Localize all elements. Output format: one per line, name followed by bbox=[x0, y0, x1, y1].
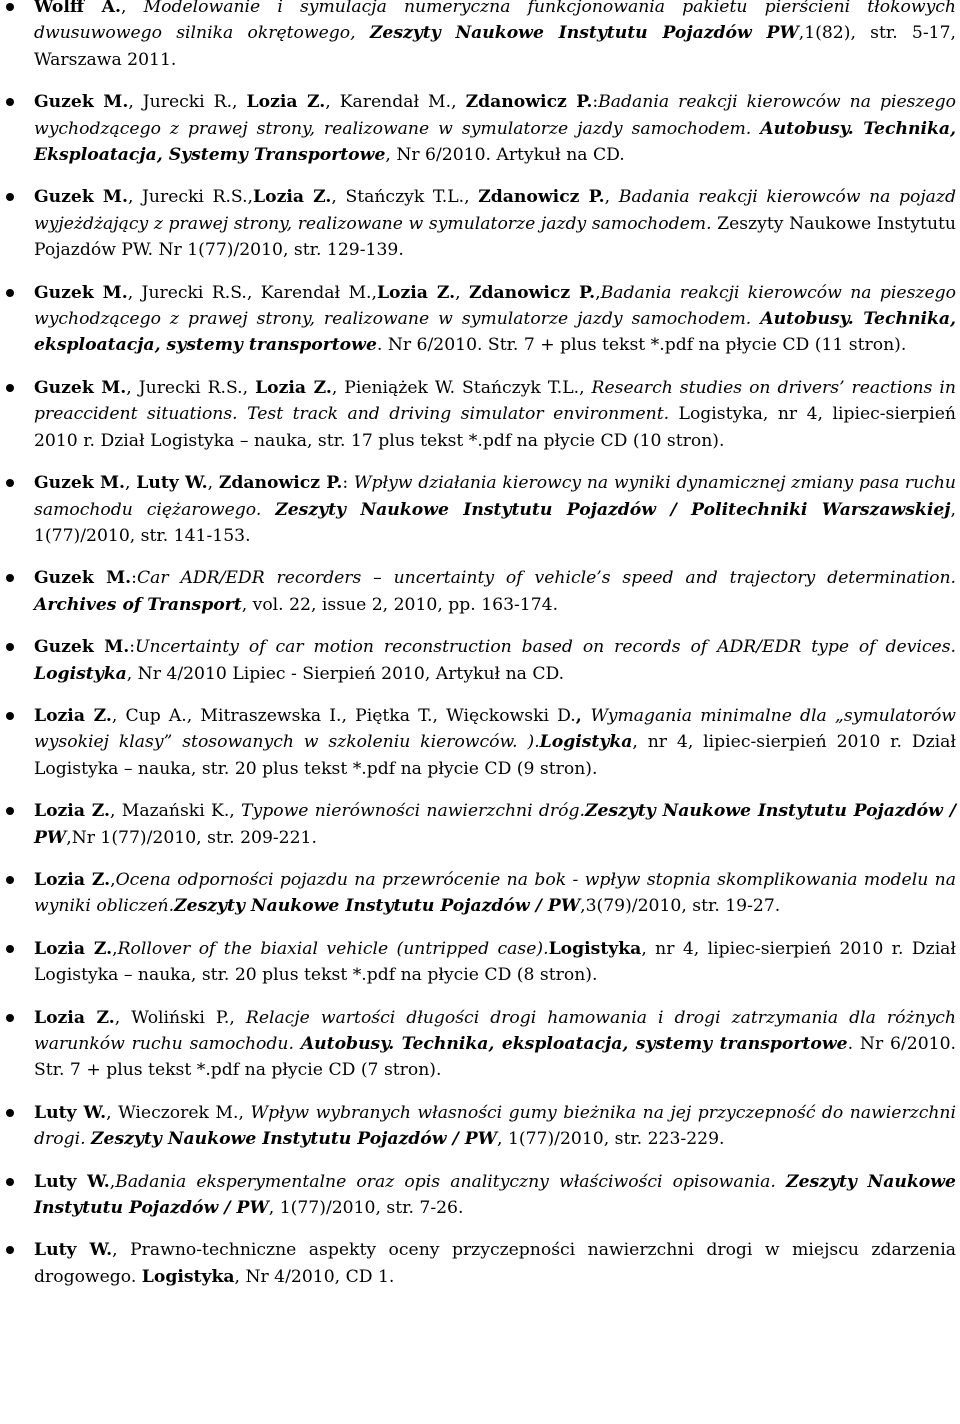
reference-text-segment: Lozia Z. bbox=[34, 938, 113, 959]
bullet-icon bbox=[6, 384, 14, 392]
reference-text-segment: Prawno-techniczne aspekty oceny przyczepności nawierzchni drogi w miejscu zdarzenia drogowego. bbox=[34, 1240, 956, 1287]
reference-text-segment: Zdanowicz P. bbox=[218, 473, 343, 494]
reference-text-segment: , bbox=[207, 473, 219, 494]
reference-text-segment: Badania reakcji kierowców na pojazd wyjeżdżający z prawej strony, realizowane w symulatorze jazdy samochodem. bbox=[34, 187, 956, 234]
reference-text-segment: , Pieniążek W. Stańczyk T.L., bbox=[331, 377, 592, 398]
reference-text-segment: Zeszyty Naukowe Instytutu Pojazdów PW bbox=[369, 23, 799, 44]
reference-text-segment: Wpływ działania kierowcy na wyniki dynamicznej zmiany pasa ruchu samochodu ciężarowego. bbox=[34, 473, 956, 520]
bullet-icon bbox=[6, 1014, 14, 1022]
reference-text-segment: Logistyka bbox=[141, 1266, 235, 1287]
reference-text-segment: Lozia Z. bbox=[253, 187, 332, 208]
reference-text-segment: , Nr 4/2010, CD 1. bbox=[234, 1266, 395, 1287]
reference-text-segment: , bbox=[110, 869, 116, 890]
reference-text-segment: Logistyka bbox=[539, 732, 633, 753]
reference-item bbox=[0, 936, 956, 989]
reference-text-segment: Autobusy. Technika, eksploatacja, systemy transportowe bbox=[34, 309, 956, 356]
reference-text-segment: , Nr 6/2010. Artykuł na CD. bbox=[385, 145, 625, 166]
reference-text-segment: Wolff A. bbox=[34, 0, 121, 17]
reference-text-segment: Rollover of the biaxial vehicle (untripped case). bbox=[117, 938, 549, 959]
reference-text-segment: Zeszyty Naukowe Instytutu Pojazdów PW. Nr 1(77)/2010, str. 129-139. bbox=[34, 213, 957, 261]
reference-item bbox=[0, 0, 956, 73]
reference-text-segment: , 1(77)/2010, str. 223-229. bbox=[497, 1129, 725, 1150]
bullet-icon bbox=[6, 574, 14, 582]
reference-text-segment: : bbox=[342, 473, 354, 494]
reference-text-segment: Lozia Z. bbox=[376, 282, 456, 303]
reference-item bbox=[0, 1005, 956, 1084]
bullet-icon bbox=[6, 3, 14, 11]
reference-text-segment: Zeszyty Naukowe Instytutu Pojazdów / PW bbox=[174, 896, 581, 917]
reference-text-segment: Luty W. bbox=[34, 1240, 113, 1261]
reference-text-segment: Relacje wartości długości drogi hamowania i drogi zatrzymania dla różnych warunków ruchu samochodu. bbox=[34, 1007, 956, 1054]
reference-text-segment: , Jurecki R.S., bbox=[126, 377, 256, 398]
reference-text-segment: , 1(77)/2010, str. 7-26. bbox=[268, 1198, 464, 1219]
reference-text-segment: , nr 4, lipiec-sierpień 2010 r. Dział Logistyka – nauka, str. 20 plus tekst *.pdf na płycie CD (8 stron). bbox=[34, 938, 957, 986]
reference-text-segment: Guzek M. bbox=[34, 187, 128, 208]
bullet-icon bbox=[6, 193, 14, 201]
reference-text-segment: , bbox=[575, 705, 591, 726]
reference-item bbox=[0, 375, 956, 454]
reference-text-segment: . Nr 6/2010. Str. 7 + plus tekst *.pdf na płycie CD (7 stron). bbox=[34, 1034, 956, 1081]
reference-text-segment: ,1(82), str. 5-17, Warszawa 2011. bbox=[34, 23, 956, 70]
reference-text-segment: , bbox=[120, 0, 144, 17]
reference-text-segment: Logistyka, nr 4, lipiec-sierpień 2010 r. Dział Logistyka – nauka, str. 17 plus tekst *.pdf na płycie CD (10 stron). bbox=[34, 404, 956, 451]
reference-text-segment: Research studies on drivers’ reactions in preaccident situations. Test track and driving simulator environment. bbox=[34, 377, 956, 425]
reference-text-segment: , Woliński P., bbox=[114, 1007, 246, 1028]
reference-text-segment: Lozia Z. bbox=[255, 377, 332, 398]
reference-text-segment: Wymagania minimalne dla „symulatorów wysokiej klasy” stosowanych w szkoleniu kierowców. ). bbox=[34, 705, 957, 753]
reference-text-segment: . Nr 6/2010. Str. 7 + plus tekst *.pdf na płycie CD (11 stron). bbox=[376, 335, 907, 356]
reference-text-segment: ,Nr 1(77)/2010, str. 209-221. bbox=[66, 827, 317, 848]
reference-text-segment: Luty W. bbox=[34, 1171, 110, 1192]
bullet-icon bbox=[6, 1109, 14, 1117]
reference-text-segment: Lozia Z. bbox=[34, 801, 111, 822]
reference-text-segment: Autobusy. Technika, Eksploatacja, Systemy Transportowe bbox=[34, 118, 956, 166]
reference-text-segment: , Nr 4/2010 Lipiec - Sierpień 2010, Artykuł na CD. bbox=[126, 663, 565, 684]
bullet-icon bbox=[6, 876, 14, 884]
reference-text-segment: , Stańczyk T.L., bbox=[331, 187, 479, 208]
reference-item bbox=[0, 565, 956, 618]
reference-text-segment: Autobusy. Technika, eksploatacja, systemy transportowe bbox=[300, 1034, 848, 1054]
reference-text-segment: , Jurecki R., bbox=[128, 92, 247, 113]
reference-text-segment: Guzek M. bbox=[34, 568, 132, 589]
reference-text-segment: Lozia Z. bbox=[34, 869, 111, 890]
reference-text-segment: Wpływ wybranych własności gumy bieżnika na jej przyczepność do nawierzchni drogi. bbox=[34, 1102, 956, 1150]
reference-item bbox=[0, 1237, 956, 1290]
reference-text-segment: Zeszyty Naukowe Instytutu Pojazdów / PW bbox=[91, 1129, 498, 1150]
reference-text-segment: Guzek M. bbox=[34, 473, 126, 494]
reference-text-segment: , Wieczorek M., bbox=[106, 1102, 251, 1123]
reference-text-segment: : bbox=[131, 568, 137, 589]
bullet-icon bbox=[6, 712, 14, 720]
reference-text-segment: , bbox=[125, 473, 137, 494]
reference-text-segment: Zeszyty Naukowe Instytutu Pojazdów / PW bbox=[34, 1171, 956, 1219]
reference-text-segment: Zeszyty Naukowe Instytutu Pojazdów / Politechniki Warszawskiej bbox=[275, 499, 951, 520]
reference-text-segment: Lozia Z. bbox=[34, 705, 112, 726]
reference-text-segment: , nr 4, lipiec-sierpień 2010 r. Dział Logistyka – nauka, str. 20 plus tekst *.pdf na płycie CD (9 stron). bbox=[34, 732, 956, 779]
reference-text-segment: , 1(77)/2010, str. 141-153. bbox=[34, 499, 956, 546]
reference-text-segment: Zdanowicz P. bbox=[465, 92, 593, 113]
reference-text-segment: , bbox=[455, 282, 469, 303]
bullet-icon bbox=[6, 289, 14, 297]
reference-text-segment: Archives of Transport bbox=[34, 594, 242, 615]
reference-item bbox=[0, 184, 956, 263]
reference-text-segment: , Cup A., Mitraszewska I., Piętka T., Więckowski D. bbox=[111, 705, 576, 726]
reference-text-segment: , bbox=[595, 282, 601, 303]
reference-text-segment: Zdanowicz P. bbox=[468, 282, 596, 303]
reference-text-segment: , bbox=[109, 1171, 116, 1192]
reference-text-segment: Guzek M. bbox=[34, 377, 127, 398]
reference-text-segment: Guzek M. bbox=[34, 637, 130, 658]
reference-text-segment: Uncertainty of car motion reconstruction based on records of ADR/EDR type of devices. bbox=[135, 637, 957, 658]
reference-item bbox=[0, 280, 956, 359]
reference-text-segment: Modelowanie i symulacja numeryczna funkcjonowania pakietu pierścieni tłokowych dwusuwowego silnika okrętowego, bbox=[34, 0, 956, 44]
bullet-icon bbox=[6, 1246, 14, 1254]
bullet-icon bbox=[6, 98, 14, 106]
reference-text-segment: : bbox=[129, 637, 136, 658]
reference-text-segment: Guzek M. bbox=[34, 92, 129, 113]
reference-text-segment: Luty W. bbox=[34, 1102, 107, 1123]
bullet-icon bbox=[6, 479, 14, 487]
bullet-icon bbox=[6, 1178, 14, 1186]
reference-text-segment: Badania eksperymentalne oraz opis analityczny właściwości opisowania. bbox=[115, 1171, 787, 1192]
reference-text-segment: Typowe nierówności nawierzchni dróg. bbox=[241, 801, 585, 822]
reference-item bbox=[0, 470, 956, 549]
reference-text-segment: Luty W. bbox=[136, 473, 208, 494]
reference-text-segment: Car ADR/EDR recorders – uncertainty of vehicle’s speed and trajectory determination. bbox=[136, 568, 956, 589]
reference-text-segment: Logistyka bbox=[548, 938, 642, 959]
reference-item bbox=[0, 89, 956, 168]
reference-text-segment: Logistyka bbox=[34, 663, 127, 684]
reference-text-segment: , Mazański K., bbox=[110, 801, 242, 822]
reference-text-segment: ,3(79)/2010, str. 19-27. bbox=[580, 896, 781, 917]
reference-item bbox=[0, 703, 956, 782]
reference-text-segment: Ocena odporności pojazdu na przewrócenie na bok - wpływ stopnia skomplikowania modelu na wyniki obliczeń. bbox=[34, 869, 957, 917]
bullet-icon bbox=[6, 643, 14, 651]
reference-item bbox=[0, 634, 956, 687]
reference-item bbox=[0, 1100, 956, 1153]
reference-text-segment: , Karendał M., bbox=[325, 92, 466, 113]
reference-text-segment: Lozia Z. bbox=[246, 92, 326, 113]
reference-text-segment: : bbox=[592, 92, 599, 113]
bullet-icon bbox=[6, 945, 14, 953]
reference-item bbox=[0, 798, 956, 851]
bullet-icon bbox=[6, 807, 14, 815]
reference-text-segment: Badania reakcji kierowców na pieszego wychodzącego z prawej strony, realizowane w symulatorze jazdy samochodem. bbox=[34, 92, 957, 139]
reference-text-segment: Guzek M. bbox=[34, 282, 128, 303]
reference-text-segment: , bbox=[604, 187, 619, 208]
reference-text-segment: , bbox=[112, 938, 118, 959]
reference-item bbox=[0, 867, 956, 920]
reference-text-segment: Badania reakcji kierowców na pieszego wychodzącego z prawej strony, realizowane w symulatorze jazdy samochodem. bbox=[34, 282, 956, 330]
reference-item bbox=[0, 1169, 956, 1222]
reference-text-segment: , Jurecki R.S., Karendał M., bbox=[127, 282, 377, 303]
reference-text-segment: , Jurecki R.S., bbox=[127, 187, 254, 208]
reference-text-segment: , bbox=[112, 1240, 131, 1261]
reference-text-segment: , vol. 22, issue 2, 2010, pp. 163-174. bbox=[241, 594, 559, 615]
reference-text-segment: Zdanowicz P. bbox=[478, 187, 605, 208]
reference-text-segment: Zeszyty Naukowe Instytutu Pojazdów / PW bbox=[34, 801, 957, 848]
reference-text-segment: Lozia Z. bbox=[34, 1007, 115, 1028]
